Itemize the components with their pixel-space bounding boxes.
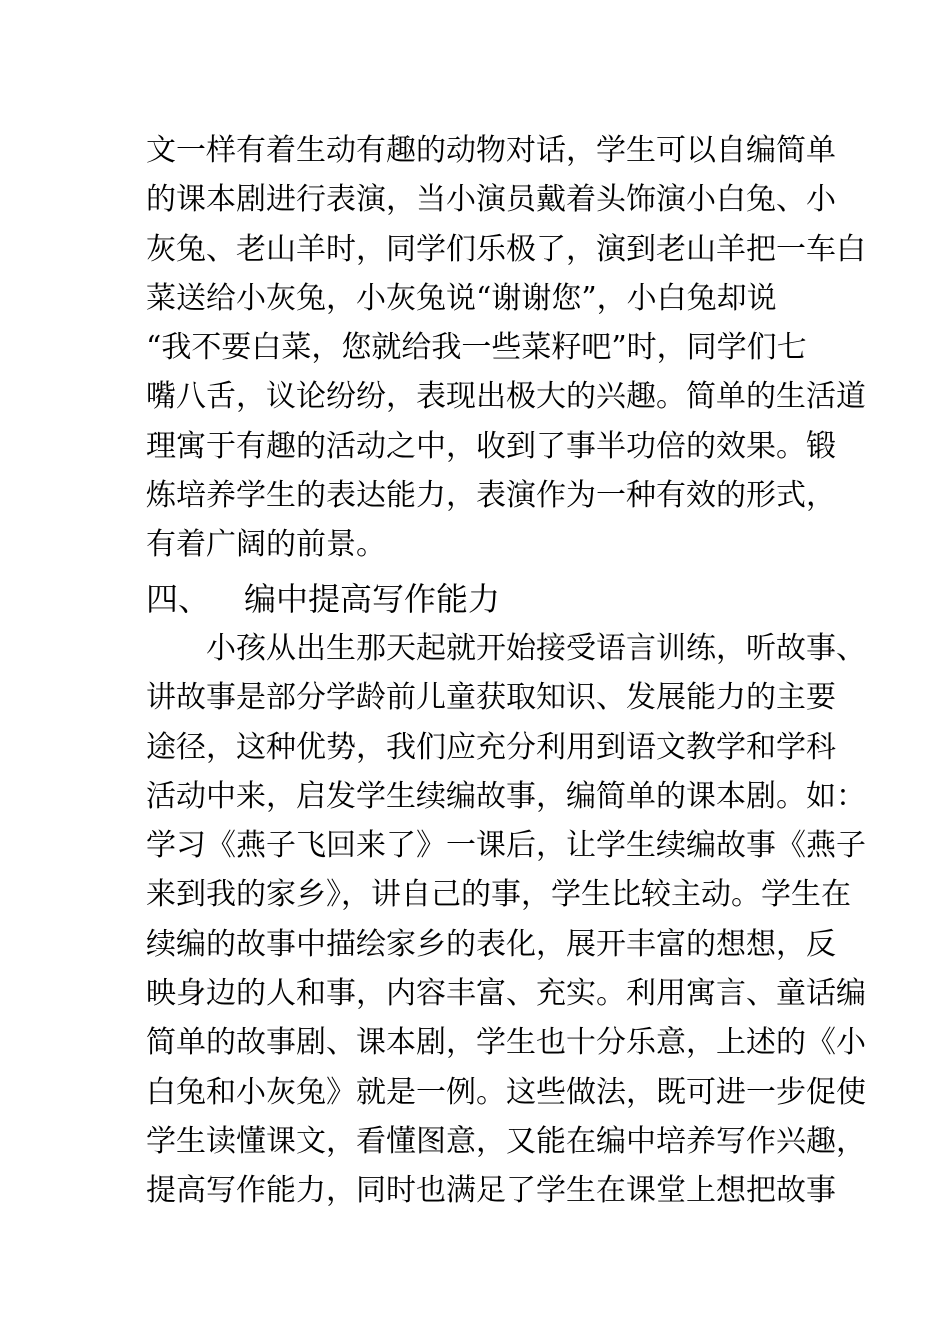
paragraph-line: 有着广阔的前景。 [146,527,386,563]
paragraph-section-four [146,624,866,1216]
paragraph-line: 学习《燕子飞回来了》一课后，让学生续编故事《燕子 [146,828,866,864]
paragraph-line: 白兔和小灰兔》就是一例。这些做法，既可进一步促使 [146,1074,866,1110]
paragraph-line: 来到我的家乡》，讲自己的事，学生比较主动。学生在 [146,877,851,913]
paragraph-line: 活动中来，启发学生续编故事，编简单的课本剧。如： [146,778,866,814]
paragraph-line: 学生读懂课文，看懂图意，又能在编中培养写作兴趣， [146,1123,866,1159]
paragraph-line: 提高写作能力，同时也满足了学生在课堂上想把故事 [146,1173,836,1209]
paragraph-line: 讲故事是部分学龄前儿童获取知识、发展能力的主要 [146,680,836,716]
paragraph-line: 续编的故事中描绘家乡的表化，展开丰富的想想，反 [146,926,836,962]
paragraph-continuation [146,126,866,570]
paragraph-line: 文一样有着生动有趣的动物对话，学生可以自编简单 [146,133,836,168]
paragraph-line: 映身边的人和事，内容丰富、充实。利用寓言、童话编 [146,976,866,1012]
paragraph-line: “我不要白菜，您就给我一些菜籽吧”时，同学们七 [146,330,807,366]
paragraph-line: 理寓于有趣的活动之中，收到了事半功倍的效果。锻 [146,428,836,464]
section-number: 四、 [146,580,211,618]
paragraph-line: 菜送给小灰兔，小灰兔说“谢谢您”，小白兔却说 [146,280,777,316]
paragraph-line: 的课本剧进行表演，当小演员戴着头饰演小白兔、小 [146,182,836,218]
section-title: 编中提高写作能力 [244,580,501,618]
section-heading [146,572,826,626]
paragraph-line: 炼培养学生的表达能力，表演作为一种有效的形式， [146,478,836,514]
paragraph-line: 灰兔、老山羊时，同学们乐极了，演到老山羊把一车白 [146,231,866,267]
paragraph-line: 嘴八舌，议论纷纷，表现出极大的兴趣。简单的生活道 [146,379,866,415]
paragraph-line: 简单的故事剧、课本剧，学生也十分乐意，上述的《小 [146,1025,866,1061]
paragraph-line: 小孩从出生那天起就开始接受语言训练，听故事、 [146,631,866,666]
paragraph-line: 途径，这种优势，我们应充分利用到语文教学和学科 [146,729,836,765]
